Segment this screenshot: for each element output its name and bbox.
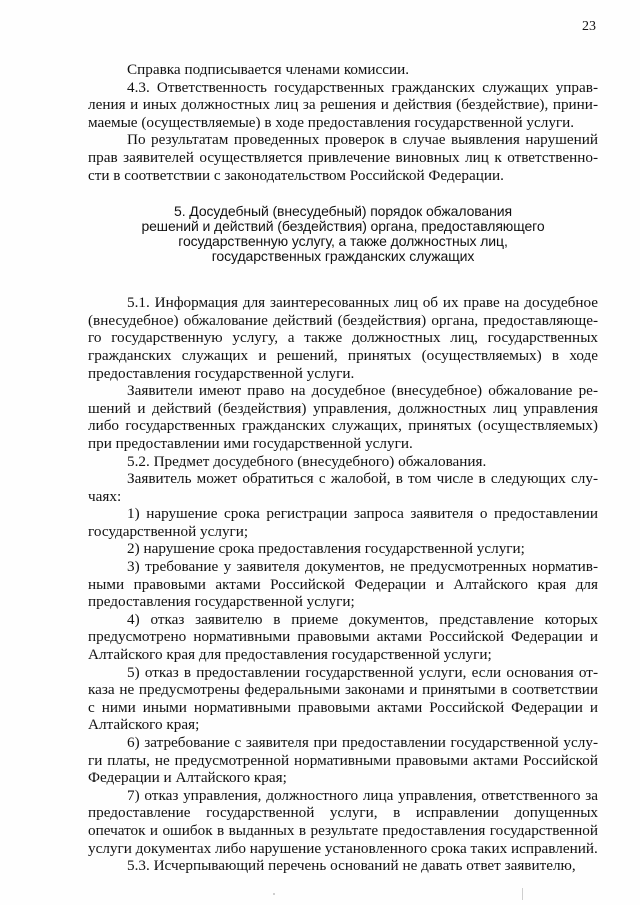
- paragraph-5-2: 5.2. Предмет досудебного (внесудебного) обжалования.: [127, 452, 487, 470]
- list-item-5: 5) отказ в предоставлении государственной услуги, если основания отказа не предусмотрены федеральными законами и принятыми в соответствии с ними иными нормативными правовыми актами Российской Федерации и Алтайского края;: [88, 663, 598, 734]
- list-item-6: 6) затребование с заявителя при предоставлении государственной услуги платы, не предусмотренной нормативными правовыми актами Российской Федерации и Алтайского края;: [88, 734, 598, 787]
- heading-line: решений и действий (бездействия) органа, предоставляющего: [141, 218, 545, 235]
- paragraph-appeal-right: Заявители имеют право на досудебное (внесудебное) обжалование решений и действий (бездействия) управления, должностных лиц управления либо государственных гражданских служащих, принятых (осуществляемых) при предоставлении ими государственной услуги.: [88, 382, 598, 452]
- page-number: 23: [582, 19, 596, 34]
- scan-speck: [522, 888, 523, 900]
- heading-line: 5. Досудебный (внесудебный) порядок обжалования: [174, 203, 512, 220]
- paragraph-liability: По результатам проведенных проверок в случае выявления нарушений прав заявителей осуществляется привлечение виновных лиц к ответственности в соответствии с законодательством Российской Федерации.: [88, 131, 598, 184]
- list-item-2: 2) нарушение срока предоставления государственной услуги;: [127, 540, 525, 558]
- section-5-heading: [88, 204, 598, 264]
- list-item-3: 3) требование у заявителя документов, не предусмотренных нормативными правовыми актами Российской Федерации и Алтайского края для предоставления государственной услуги;: [88, 558, 598, 611]
- list-item-7: 7) отказ управления, должностного лица управления, ответственного за предоставление государственной услуги, в исправлении допущенных опечаток и ошибок в выданных в результате предоставления государственной услуги документах либо нарушение установленного срока таких исправлений.: [88, 786, 598, 857]
- document-body: [88, 61, 598, 875]
- paragraph-5-1: 5.1. Информация для заинтересованных лиц об их праве на досудебное (внесудебное) обжалование действий (бездействия) органа, предоставляющего государственную услугу, а также должностных лиц, государственных гражданских служащих и решений, принятых (осуществляемых) в ходе предоставления государственной услуги.: [88, 294, 598, 382]
- list-item-4: 4) отказ заявителю в приеме документов, представление которых предусмотрено нормативными правовыми актами Российской Федерации и Алтайского края для предоставления государственной услуги;: [88, 610, 598, 664]
- paragraph-complaint-cases: Заявитель может обратиться с жалобой, в том числе в следующих случаях:: [88, 470, 598, 505]
- heading-line: государственных гражданских служащих: [211, 248, 475, 265]
- paragraph-4-3: 4.3. Ответственность государственных гражданских служащих управления и иных должностных лиц за решения и действия (бездействие), принимаемые (осуществляемые) в ходе предоставления государственной услуги.: [88, 78, 598, 131]
- list-item-1: 1) нарушение срока регистрации запроса заявителя о предоставлении государственной услуги;: [88, 505, 598, 540]
- paragraph-signature-note: Справка подписывается членами комиссии.: [127, 61, 410, 78]
- heading-line: государственную услугу, а также должностных лиц,: [178, 233, 508, 250]
- paragraph-5-3: 5.3. Исчерпывающий перечень оснований не давать ответ заявителю,: [127, 857, 576, 875]
- scan-speck: [273, 893, 275, 895]
